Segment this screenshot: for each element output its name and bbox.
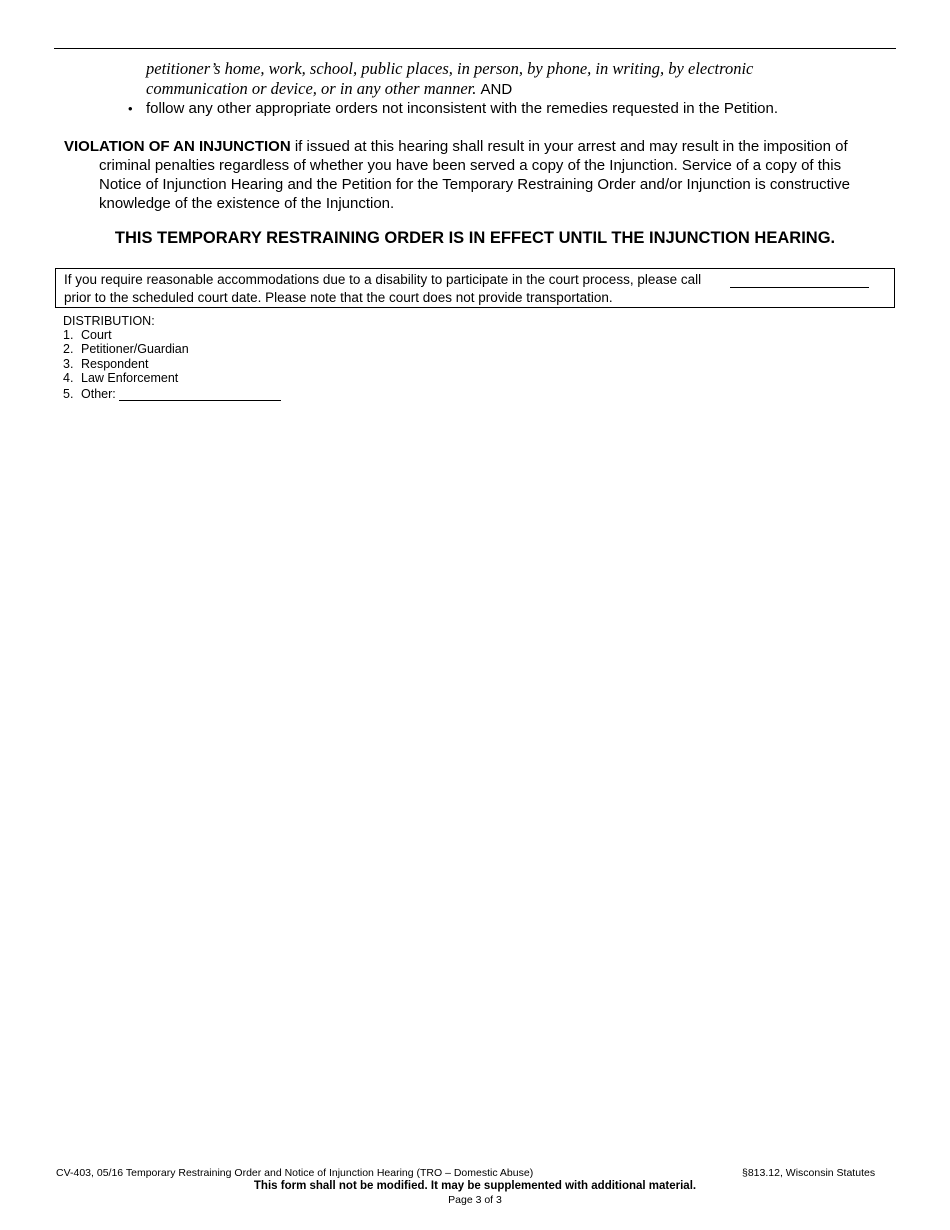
distribution-item-number: 1. (63, 328, 74, 343)
distribution-item-label: Respondent (81, 356, 149, 371)
distribution-other-label: Other: (81, 387, 116, 402)
distribution-item (63, 328, 281, 342)
violation-first-line (64, 137, 882, 156)
bullet-text: follow any other appropriate orders not inconsistent with the remedies requested in the Petition. (146, 100, 779, 117)
footer-statute: §813.12, Wisconsin Statutes (742, 1167, 876, 1179)
distribution-item (63, 357, 281, 371)
distribution-list (63, 328, 281, 401)
distribution-other-blank[interactable] (119, 388, 281, 401)
violation-paragraph (64, 137, 882, 213)
tro-effect-heading: THIS TEMPORARY RESTRAINING ORDER IS IN EFFECT UNTIL THE INJUNCTION HEARING. (114, 229, 836, 247)
distribution-item-label: Petitioner/Guardian (81, 342, 189, 357)
distribution-item-label: Court (81, 328, 112, 343)
phone-number-blank[interactable] (730, 287, 869, 288)
violation-heading: VIOLATION OF AN INJUNCTION (64, 138, 291, 155)
distribution-item-number: 3. (63, 356, 74, 371)
distribution-item-number: 4. (63, 370, 74, 385)
distribution-title: DISTRIBUTION: (63, 314, 155, 328)
top-divider (54, 48, 896, 49)
violation-continuation: criminal penalties regardless of whether you have been served a copy of the Injunction. Service of a copy of this Notice of Injunction Hearing and the Petition for the Temporary Restraining Order and/or Injunction is constructive knowledge of the existence of the Injunction. (99, 157, 850, 212)
accommodations-box (55, 268, 895, 308)
continued-prohibition-text (146, 59, 846, 100)
distribution-item-number: 5. (63, 387, 74, 402)
accommodations-line-2: prior to the scheduled court date. Please note that the court does not provide transportation. (64, 290, 613, 305)
footer-modification-notice: This form shall not be modified. It may be supplemented with additional material. (253, 1180, 697, 1192)
bullet-icon: • (128, 101, 133, 116)
page-number: Page 3 of 3 (448, 1194, 502, 1206)
distribution-block (63, 314, 281, 401)
distribution-item-label: Law Enforcement (81, 370, 179, 385)
distribution-item (63, 371, 281, 385)
distribution-item-number: 2. (63, 342, 74, 357)
continued-italic-text: petitioner’s home, work, school, public places, in person, by phone, in writing, by electronic communication or device, or in any other manner. (146, 59, 754, 98)
violation-first-line-text: if issued at this hearing shall result in your arrest and may result in the imposition of (290, 138, 848, 155)
and-word: AND (480, 81, 513, 98)
footer-form-id: CV-403, 05/16 Temporary Restraining Order and Notice of Injunction Hearing (TRO – Domestic Abuse) (56, 1167, 534, 1179)
distribution-item (63, 342, 281, 356)
distribution-item-other (63, 387, 281, 401)
accommodations-line-1: If you require reasonable accommodations due to a disability to participate in the court process, please call (64, 272, 702, 287)
